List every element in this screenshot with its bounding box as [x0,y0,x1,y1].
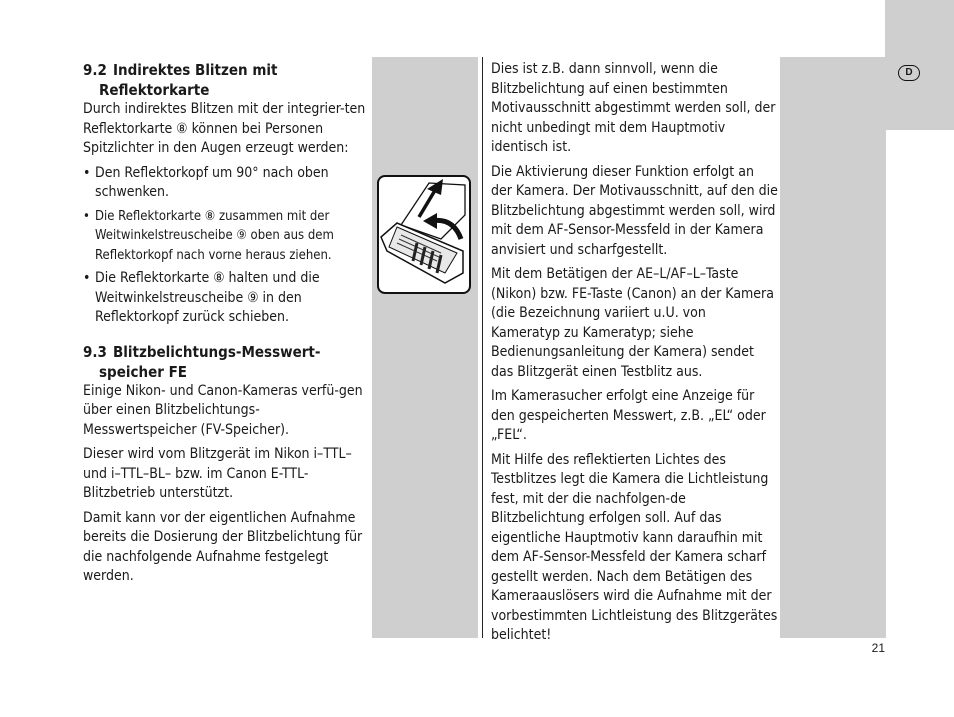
instruction-list [83,164,370,328]
paragraph: Mit Hilfe des reflektierten Lichtes des Testblitzes legt die Kamera die Lichtleistung fest, mit der die nachfolgen-de Blitzbelichtung erfolgen soll. Auf das eigentliche Hauptmotiv kann daraufhin mit dem AF-Sensor-Messfeld der Kamera scharf gestellt werden. Nach dem Betätigen des Kameraauslösers wird die Aufnahme mit der vorbestimmten Lichtleistung des Blitzgerätes belichtet! [491,451,778,643]
column-divider [482,57,483,638]
paragraph: Dieser wird vom Blitzgerät im Nikon i–TTL– und i–TTL–BL– bzw. im Canon E-TTL-Blitzbetrieb unterstützt. [83,446,352,501]
section-number: 9.3 [83,342,107,361]
section-title-line2: speicher FE [99,362,188,381]
section-title-line1: Indirektes Blitzen mit [113,61,278,79]
list-item: • Die Reflektorkarte ⑧ halten und die Weitwinkelstreuscheibe ⑨ in den Reflektorkopf zurück schieben. [83,269,370,328]
margin-band-right [780,57,886,638]
list-item: • Die Reflektorkarte ⑧ zusammen mit der Weitwinkelstreuscheibe ⑨ oben aus dem Reflektorkopf nach vorne heraus ziehen. [83,207,370,266]
right-column [491,60,778,651]
paragraph: Damit kann vor der eigentlichen Aufnahme bereits die Dosierung der Blitzbelichtung für die nachfolgende Aufnahme festgelegt werden. [83,509,363,584]
section-intro: Durch indirektes Blitzen mit der integrier-ten Reflektorkarte ⑧ können bei Personen Spitzlichter in den Augen erzeugt werden: [83,101,366,156]
language-tab [885,0,954,130]
page-number: 21 [871,641,885,655]
section-indirect-flash [83,60,370,328]
section-title-line1: Blitzbelichtungs-Messwert- [113,342,321,361]
section-fe-memory [83,342,370,587]
section-heading [83,60,370,100]
list-item: • Den Reflektorkopf um 90° nach oben schwenken. [83,164,370,203]
flash-head-drawing [379,177,469,292]
language-badge: D [898,65,920,81]
section-number: 9.2 [83,61,107,79]
paragraph: Dies ist z.B. dann sinnvoll, wenn die Blitzbelichtung auf einen bestimmten Motivausschnitt abgestimmt werden soll, der nicht unbedingt mit dem Hauptmotiv identisch ist. [491,61,776,155]
section-title-line2: Reflektorkarte [99,81,210,99]
paragraph: Im Kamerasucher erfolgt eine Anzeige für den gespeicherten Messwert, z.B. „EL“ oder „FEL“. [491,388,766,443]
paragraph: Einige Nikon- und Canon-Kameras verfü-gen über einen Blitzbelichtungs-Messwertspeicher (FV-Speicher). [83,382,363,438]
reflector-card-illustration [377,175,471,294]
section-heading [83,342,370,382]
margin-band-middle [372,57,478,638]
paragraph: Mit dem Betätigen der AE–L/AF–L–Taste (Nikon) bzw. FE-Taste (Canon) an der Kamera (die Bezeichnung variiert u.U. von Kameratyp zu Kameratyp; siehe Bedienungsanleitung der Kamera) sendet das Blitzgerät einen Testblitz aus. [491,266,774,380]
left-column [83,60,370,601]
paragraph: Die Aktivierung dieser Funktion erfolgt an der Kamera. Der Motivausschnitt, auf den die Blitzbelichtung abgestimmt werden soll, wird mit dem AF-Sensor-Messfeld in der Kamera anvisiert und scharfgestellt. [491,163,778,258]
